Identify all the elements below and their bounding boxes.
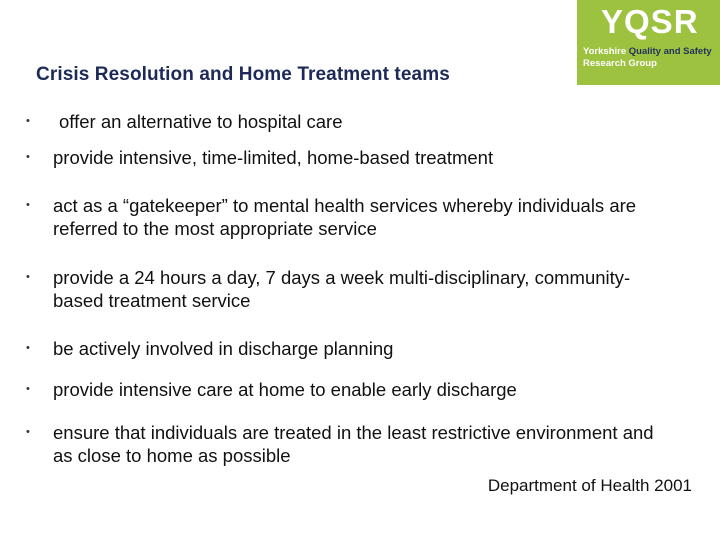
bullet-dot-icon: • <box>26 151 30 163</box>
source-citation: Department of Health 2001 <box>487 476 692 495</box>
bullet-text: provide intensive care at home to enable early discharge <box>53 379 517 400</box>
bullet-dot-icon: • <box>26 271 30 283</box>
bullet-text: act as a “gatekeeper” to mental health services whereby individuals are referred to the most appropriate service <box>53 195 637 239</box>
bullet-text: ensure that individuals are treated in the least restrictive environment and as close to home as possible <box>53 422 654 466</box>
bullet-text: be actively involved in discharge planning <box>53 338 394 359</box>
bullet-text: provide a 24 hours a day, 7 days a week multi-disciplinary, community-based treatment service <box>53 267 631 311</box>
logo-line-1-prefix: Yorkshire <box>583 46 629 57</box>
bullet-dot-icon: • <box>26 383 30 395</box>
bullet-text: offer an alternative to hospital care <box>59 111 343 132</box>
bullet-text: provide intensive, time-limited, home-based treatment <box>53 147 494 168</box>
logo-line-1-highlight: Quality and Safety <box>628 46 712 57</box>
bullet-dot-icon: • <box>26 199 30 211</box>
bullet-dot-icon: • <box>26 115 30 127</box>
logo-line-2: Research Group <box>583 58 657 69</box>
bullet-dot-icon: • <box>26 426 30 438</box>
bullet-dot-icon: • <box>26 342 30 354</box>
slide-title: Crisis Resolution and Home Treatment teams <box>36 64 450 85</box>
logo-mark: YQSR <box>601 3 699 40</box>
